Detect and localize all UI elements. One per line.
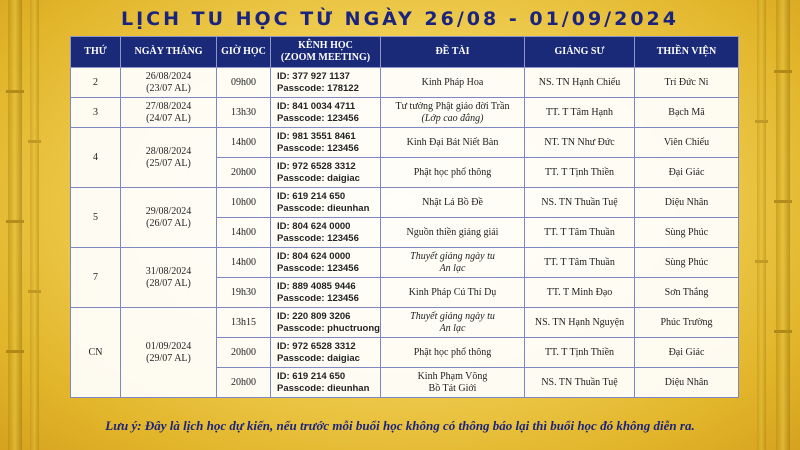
- date-cell: [121, 248, 217, 308]
- teacher-cell: TT. T Minh Đạo: [525, 278, 635, 308]
- topic-cell: [381, 158, 525, 188]
- bamboo-decoration-left-thin: [30, 0, 39, 450]
- topic-text: Kinh Phạm Võng: [417, 370, 488, 382]
- table-row: [71, 98, 739, 128]
- topic-subtext: Bồ Tát Giới: [428, 382, 477, 394]
- topic-text: Kinh Đại Bát Niết Bàn: [406, 136, 499, 148]
- header-monastery: THIỀN VIỆN: [635, 37, 739, 68]
- time-cell: 14h00: [217, 218, 271, 248]
- bamboo-decoration-right-thin: [757, 0, 766, 450]
- day-cell: 5: [71, 188, 121, 248]
- topic-text: Thuyết giảng ngày tu: [410, 250, 495, 262]
- date-solar: 29/08/2024: [145, 205, 192, 217]
- header-topic: ĐỀ TÀI: [381, 37, 525, 68]
- date-cell: [121, 68, 217, 98]
- topic-cell: [381, 278, 525, 308]
- zoom-passcode: Passcode: 178122: [277, 82, 359, 94]
- bamboo-decoration-right: [776, 0, 790, 450]
- monastery-cell: Viên Chiếu: [635, 128, 739, 158]
- date-solar: 01/09/2024: [145, 340, 192, 352]
- topic-cell: [381, 308, 525, 338]
- time-cell: 14h00: [217, 248, 271, 278]
- date-cell: [121, 128, 217, 188]
- topic-subtext: An lạc: [439, 262, 466, 274]
- time-cell: 20h00: [217, 158, 271, 188]
- time-cell: 20h00: [217, 338, 271, 368]
- topic-text: Tư tưởng Phật giáo đời Trần: [395, 100, 510, 112]
- zoom-passcode: Passcode: 123456: [277, 142, 359, 154]
- topic-cell: [381, 338, 525, 368]
- zoom-cell: [271, 68, 381, 98]
- monastery-cell: Sơn Thắng: [635, 278, 739, 308]
- zoom-cell: [271, 128, 381, 158]
- monastery-cell: Đại Giác: [635, 158, 739, 188]
- date-lunar: (25/07 AL): [146, 157, 191, 169]
- header-teacher: GIẢNG SƯ: [525, 37, 635, 68]
- schedule-body: [71, 68, 739, 398]
- zoom-id: ID: 220 809 3206: [277, 310, 351, 322]
- topic-cell: [381, 68, 525, 98]
- header-time: GIỜ HỌC: [217, 37, 271, 68]
- header-channel: KÊNH HỌC (ZOOM MEETING): [271, 37, 381, 68]
- table-header-row: [71, 37, 739, 68]
- zoom-passcode: Passcode: 123456: [277, 112, 359, 124]
- zoom-cell: [271, 248, 381, 278]
- monastery-cell: Trí Đức Ni: [635, 68, 739, 98]
- topic-text: Nhật Lá Bồ Đề: [422, 196, 483, 208]
- zoom-passcode: Passcode: phuctruong: [277, 322, 380, 334]
- zoom-cell: [271, 278, 381, 308]
- monastery-cell: Bạch Mã: [635, 98, 739, 128]
- teacher-cell: NT. TN Như Đức: [525, 128, 635, 158]
- zoom-id: ID: 619 214 650: [277, 190, 346, 202]
- zoom-id: ID: 804 624 0000: [277, 220, 351, 232]
- zoom-id: ID: 619 214 650: [277, 370, 346, 382]
- zoom-id: ID: 889 4085 9446: [277, 280, 356, 292]
- day-cell: 2: [71, 68, 121, 98]
- date-solar: 26/08/2024: [145, 70, 192, 82]
- topic-subtext: (Lớp cao đẳng): [421, 112, 484, 124]
- date-lunar: (24/07 AL): [146, 112, 191, 124]
- teacher-cell: TT. T Tâm Hạnh: [525, 98, 635, 128]
- topic-cell: [381, 98, 525, 128]
- zoom-passcode: Passcode: 123456: [277, 232, 359, 244]
- topic-text: Kinh Pháp Hoa: [421, 76, 484, 88]
- teacher-cell: NS. TN Hạnh Nguyện: [525, 308, 635, 338]
- teacher-cell: NS. TN Thuần Tuệ: [525, 188, 635, 218]
- day-cell: 7: [71, 248, 121, 308]
- topic-subtext: An lạc: [439, 322, 466, 334]
- monastery-cell: Sùng Phúc: [635, 248, 739, 278]
- teacher-cell: TT. T Tâm Thuần: [525, 248, 635, 278]
- zoom-cell: [271, 218, 381, 248]
- zoom-cell: [271, 308, 381, 338]
- header-date: NGÀY THÁNG: [121, 37, 217, 68]
- monastery-cell: Diệu Nhân: [635, 368, 739, 398]
- table-row: [71, 68, 739, 98]
- zoom-passcode: Passcode: 123456: [277, 292, 359, 304]
- topic-text: Phật học phổ thông: [413, 166, 492, 178]
- monastery-cell: Sùng Phúc: [635, 218, 739, 248]
- table-row: [71, 128, 739, 158]
- zoom-passcode: Passcode: dieunhan: [277, 202, 370, 214]
- topic-text: Phật học phổ thông: [413, 346, 492, 358]
- zoom-cell: [271, 188, 381, 218]
- header-day: THỨ: [71, 37, 121, 68]
- date-solar: 31/08/2024: [145, 265, 192, 277]
- date-lunar: (28/07 AL): [146, 277, 191, 289]
- topic-cell: [381, 368, 525, 398]
- schedule-table: [70, 36, 739, 398]
- date-solar: 27/08/2024: [145, 100, 192, 112]
- zoom-passcode: Passcode: dieunhan: [277, 382, 370, 394]
- footnote: Lưu ý: Đây là lịch học dự kiến, nếu trước mỗi buổi học không có thông báo lại thì buổi học đó không diễn ra.: [105, 418, 695, 433]
- teacher-cell: NS. TN Thuần Tuệ: [525, 368, 635, 398]
- date-lunar: (29/07 AL): [146, 352, 191, 364]
- teacher-cell: NS. TN Hạnh Chiếu: [525, 68, 635, 98]
- zoom-passcode: Passcode: 123456: [277, 262, 359, 274]
- topic-cell: [381, 248, 525, 278]
- page-title: LỊCH TU HỌC TỪ NGÀY 26/08 - 01/09/2024: [120, 8, 680, 30]
- table-row: [71, 248, 739, 278]
- teacher-cell: TT. T Tịnh Thiền: [525, 158, 635, 188]
- time-cell: 13h15: [217, 308, 271, 338]
- time-cell: 10h00: [217, 188, 271, 218]
- zoom-id: ID: 377 927 1137: [277, 70, 350, 82]
- topic-cell: [381, 188, 525, 218]
- topic-text: Thuyết giảng ngày tu: [410, 310, 495, 322]
- bamboo-decoration-left: [8, 0, 22, 450]
- topic-cell: [381, 218, 525, 248]
- date-cell: [121, 98, 217, 128]
- time-cell: 13h30: [217, 98, 271, 128]
- time-cell: 14h00: [217, 128, 271, 158]
- date-lunar: (23/07 AL): [146, 82, 191, 94]
- date-solar: 28/08/2024: [145, 145, 192, 157]
- date-cell: [121, 308, 217, 398]
- monastery-cell: Đại Giác: [635, 338, 739, 368]
- day-cell: 3: [71, 98, 121, 128]
- zoom-passcode: Passcode: daigiac: [277, 352, 360, 364]
- topic-text: Kinh Pháp Cú Thí Dụ: [408, 286, 497, 298]
- day-cell: 4: [71, 128, 121, 188]
- time-cell: 20h00: [217, 368, 271, 398]
- zoom-cell: [271, 158, 381, 188]
- topic-text: Nguồn thiền giảng giải: [406, 226, 499, 238]
- teacher-cell: TT. T Tâm Thuần: [525, 218, 635, 248]
- zoom-id: ID: 804 624 0000: [277, 250, 351, 262]
- zoom-id: ID: 841 0034 4711: [277, 100, 356, 112]
- zoom-passcode: Passcode: daigiac: [277, 172, 360, 184]
- date-cell: [121, 188, 217, 248]
- day-cell: CN: [71, 308, 121, 398]
- zoom-cell: [271, 98, 381, 128]
- teacher-cell: TT. T Tịnh Thiền: [525, 338, 635, 368]
- zoom-cell: [271, 338, 381, 368]
- table-row: [71, 308, 739, 338]
- zoom-id: ID: 972 6528 3312: [277, 160, 356, 172]
- zoom-id: ID: 981 3551 8461: [277, 130, 356, 142]
- zoom-cell: [271, 368, 381, 398]
- table-row: [71, 188, 739, 218]
- monastery-cell: Diệu Nhân: [635, 188, 739, 218]
- date-lunar: (26/07 AL): [146, 217, 191, 229]
- time-cell: 19h30: [217, 278, 271, 308]
- topic-cell: [381, 128, 525, 158]
- monastery-cell: Phúc Trường: [635, 308, 739, 338]
- time-cell: 09h00: [217, 68, 271, 98]
- zoom-id: ID: 972 6528 3312: [277, 340, 356, 352]
